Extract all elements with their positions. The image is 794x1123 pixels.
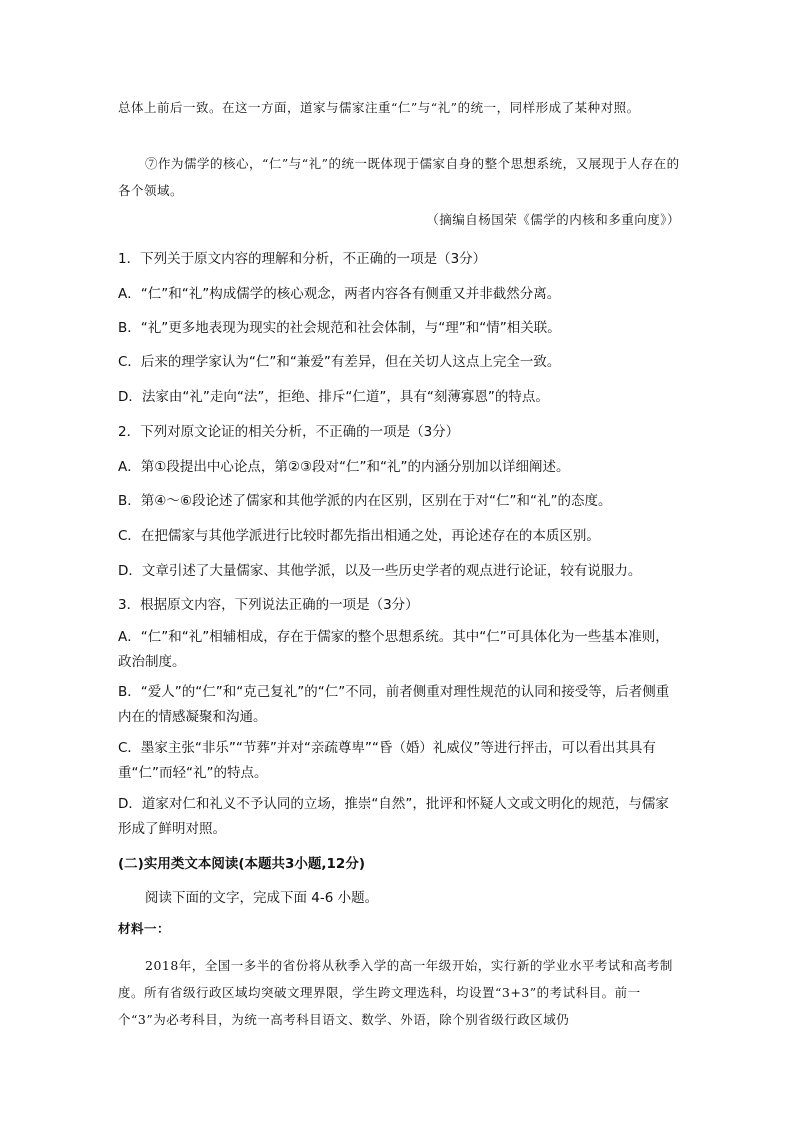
question-2-option-a: A．第①段提出中心论点，第②③段对“仁”和“礼”的内涵分别加以详细阐述。 (118, 459, 570, 475)
passage-paragraph-7: ⑦作为儒学的核心，“仁”与“礼”的统一既体现于儒家自身的整个思想系统，又展现于人存在的各个领域。 (118, 156, 680, 198)
passage-paragraph-6-end: 总体上前后一致。在这一方面，道家与儒家注重“仁”与“礼”的统一，同样形成了某种对照。 (118, 100, 640, 115)
question-3-option-c: C．墨家主张“非乐”“节葬”并对“亲疏尊卑”“昏（婚）礼威仪”等进行抨击，可以看出其具有重“仁”而轻“礼”的特点。 (118, 740, 656, 781)
question-3-option-a: A．“仁”和“礼”相辅相成，存在于儒家的整个思想系统。其中“仁”可具体化为一些基本准则，政治制度。 (118, 629, 669, 670)
question-2-option-b: B．第④～⑥段论述了儒家和其他学派的内在区别，区别在于对“仁”和“礼”的态度。 (118, 493, 612, 509)
question-1-option-d: D．法家由“礼”走向“法”，拒绝、排斥“仁道”，具有“刻薄寡恩”的特点。 (118, 389, 549, 405)
question-1-option-a: A．“仁”和“礼”构成儒学的核心观念，两者内容各有侧重又并非截然分离。 (118, 286, 561, 302)
material-1-text: 2018年，全国一多半的省份将从秋季入学的高一年级开始，实行新的学业水平考试和高考制度。所有省级行政区域均突破文理界限，学生跨文理选科，均设置“3+3”的考试科目。前一个“3”为必考科目，为统一高考科目语文、数学、外语，除个别省级行政区域仍 (118, 958, 673, 1027)
question-1-option-b: B．“礼”更多地表现为现实的社会规范和社会体制，与“理”和“情”相关联。 (118, 320, 561, 336)
question-3-option-d: D．道家对仁和礼义不予认同的立场，推崇“自然”，批评和怀疑人文或文明化的规范，与儒家形成了鲜明对照。 (118, 796, 669, 837)
question-2-stem: 2．下列对原文论证的相关分析，不正确的一项是（3分） (118, 424, 460, 440)
question-2-option-c: C．在把儒家与其他学派进行比较时都先指出相通之处，再论述存在的本质区别。 (118, 528, 600, 544)
question-1-stem: 1．下列关于原文内容的理解和分析，不正确的一项是（3分） (118, 251, 487, 267)
section-2-instruction: 阅读下面的文字，完成下面 4-6 小题。 (145, 890, 379, 906)
question-3-option-b: B．“爱人”的“仁”和“克己复礼”的“仁”不同，前者侧重对理性规范的认同和接受等，后者侧重内在的情感凝聚和沟通。 (118, 684, 670, 725)
passage-source: （摘编自杨国荣《儒学的内核和多重向度》） (426, 212, 680, 227)
material-1-label: 材料一： (118, 921, 171, 936)
question-3-stem: 3．根据原文内容，下列说法正确的一项是（3分） (118, 597, 419, 613)
question-1-option-c: C．后来的理学家认为“仁”和“兼爱”有差异，但在关切人这点上完全一致。 (118, 354, 561, 370)
question-2-option-d: D．文章引述了大量儒家、其他学派，以及一些历史学者的观点进行论证，较有说服力。 (118, 563, 642, 579)
section-2-heading: (二)实用类文本阅读(本题共3小题,12分) (118, 856, 365, 872)
